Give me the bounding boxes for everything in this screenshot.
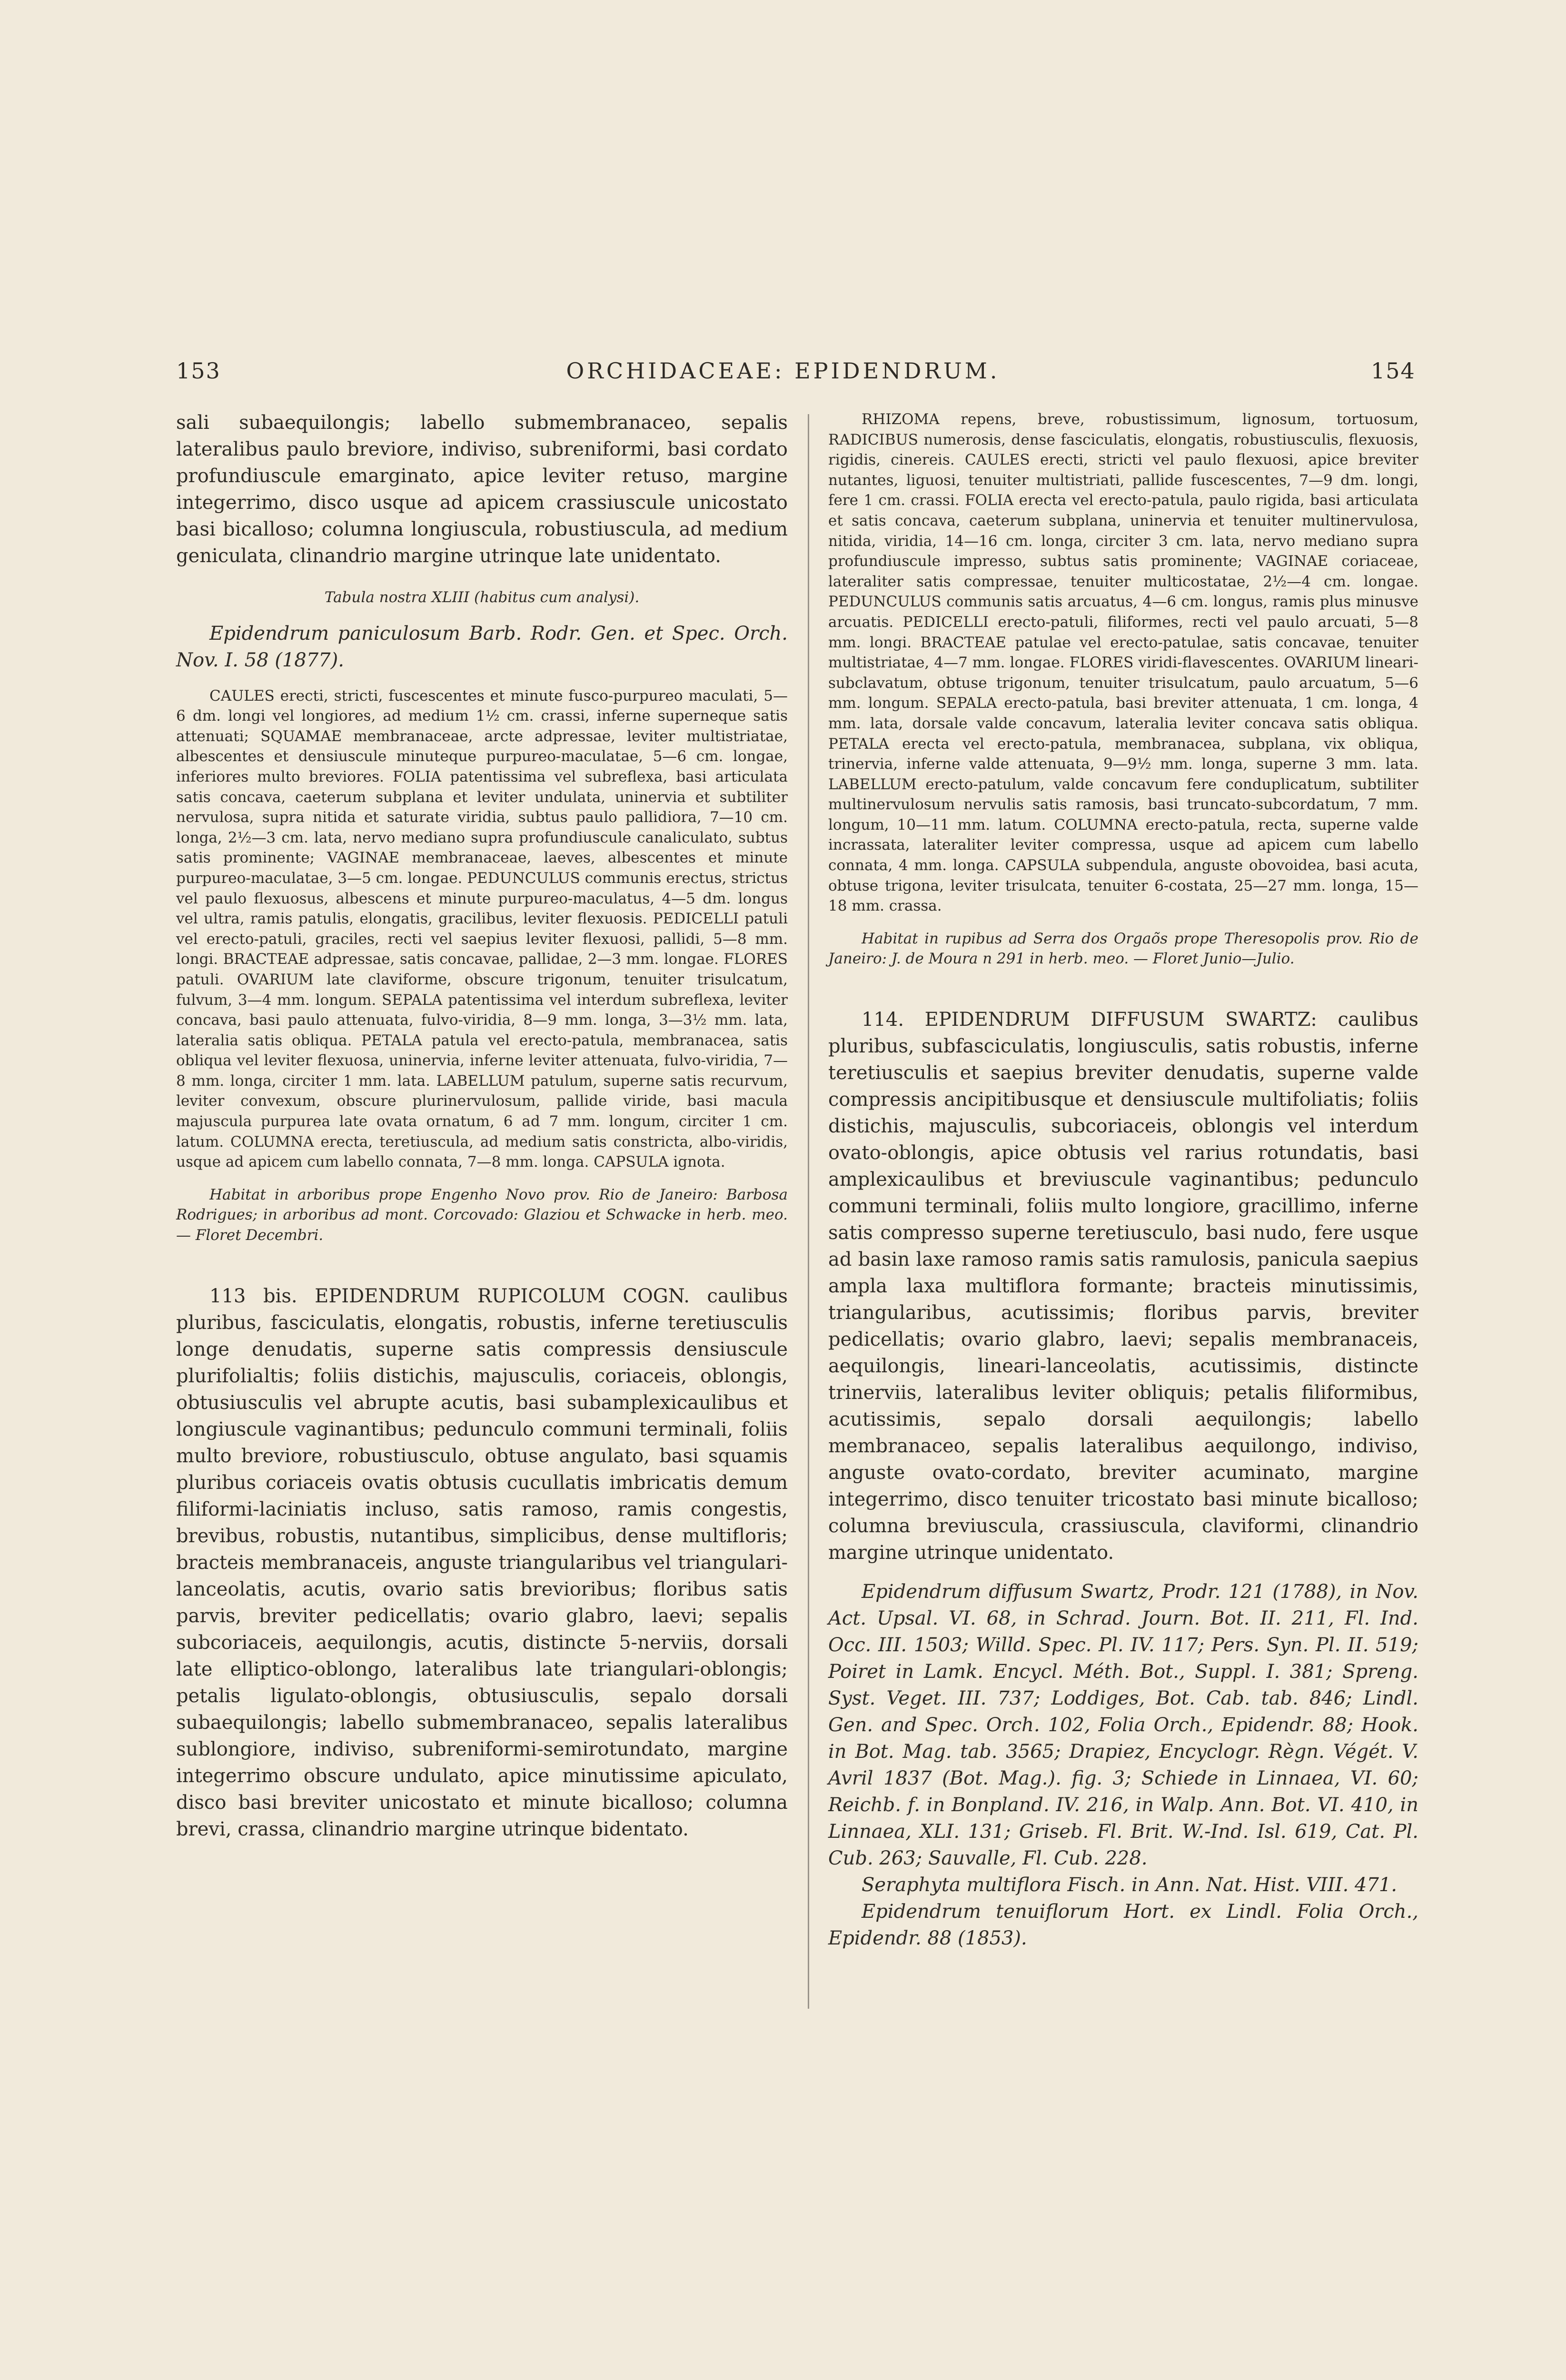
habitat-note: Habitat in arboribus prope Engenho Novo prov. Rio de Janeiro: Barbosa Rodrigues; in arboribus ad mont. Corcovado: Glaziou et Schwacke in herb. meo. — Floret Decembri. bbox=[176, 1186, 788, 1244]
page-number-right: 154 bbox=[1371, 358, 1416, 384]
description-continuation: sali subaequilongis; labello submembranaceo, sepalis lateralibus paulo breviore, indiviso, subreniformi, basi cordato profundiuscule emarginato, apice leviter retuso, margine integerrimo, disco usque ad apicem crassiuscule unicostato basi bicalloso; columna longiuscula, robustiuscula, ad medium geniculata, clinandrio margine utrinque late unidentato. bbox=[176, 412, 788, 567]
plate-reference: Tabula nostra XLIII (habitus cum analysi). bbox=[324, 589, 640, 606]
detailed-description: CAULES erecti, stricti, fuscescentes et minute fusco-purpureo maculati, 5—6 dm. longi vel longiores, ad medium 1½ cm. crassi, inferne superneque satis attenuati; SQUAMAE membranaceae, arcte adpressae, leviter multistriatae, albescentes et densiuscule minuteque purpureo-maculatae, 5—6 cm. longae, inferiores multo breviores. FOLIA patentissima vel subreflexa, basi articulata satis concava, caeterum subplana et leviter undulata, uninervia et subtiliter nervulosa, supra nitida et saturate viridia, subtus paulo pallidiora, 7—10 cm. longa, 2½—3 cm. lata, nervo mediano supra profundiuscule canaliculato, subtus satis prominente; VAGINAE membranaceae, laeves, albescentes et minute purpureo-maculatae, 3—5 cm. longae. PEDUNCULUS communis erectus, strictus vel paulo flexuosus, albescens et minute purpureo-maculatus, 4—5 dm. longus vel ultra, ramis patulis, elongatis, gracilibus, leviter flexuosis. PEDICELLI patuli vel erecto-patuli, graciles, recti vel saepius leviter flexuosi, pallidi, 5—8 mm. longi. BRACTEAE adpressae, satis concavae, pallidae, 2—3 mm. longae. FLORES patuli. OVARIUM late claviforme, obscure trigonum, tenuiter trisulcatum, fulvum, 3—4 mm. longum. SEPALA patentissima vel interdum subreflexa, leviter concava, basi paulo attenuata, fulvo-viridia, 8—9 mm. longa, 3—3½ mm. lata, lateralia satis obliqua. PETALA patula vel erecto-patula, membranacea, satis obliqua vel leviter flexuosa, uninervia, inferne leviter attenuata, fulvo-viridia, 7—8 mm. longa, circiter 1 mm. lata. LABELLUM patulum, superne satis recurvum, leviter convexum, obscure plurinervulosum, pallide viride, basi macula majuscula purpurea late ovata ornatum, 6 ad 7 mm. longum, circiter 1 cm. latum. COLUMNA erecta, teretiuscula, ad medium satis constricta, albo-viridis, usque ad apicem cum labello connata, 7—8 mm. longa. CAPSULA ignota. bbox=[176, 687, 788, 1171]
habitat-note: Habitat in rupibus ad Serra dos Orgaõs prope Theresopolis prov. Rio de Janeiro: J. de Moura n 291 in herb. meo. — Floret Junio—Julio. bbox=[828, 930, 1418, 968]
page-number-left: 153 bbox=[176, 358, 221, 384]
column-divider bbox=[808, 414, 809, 2009]
running-title: ORCHIDACEAE: EPIDENDRUM. bbox=[566, 358, 1000, 384]
right-column bbox=[828, 409, 1418, 1952]
species-113-bis-diagnosis: 113 bis. EPIDENDRUM RUPICOLUM COGN. caulibus pluribus, fasciculatis, elongatis, robustis, inferne teretiusculis longe denudatis, superne satis compressis densiuscule plurifolialtis; foliis distichis, majusculis, coriaceis, oblongis, obtusiusculis vel abrupte acutis, basi subamplexicaulibus et longiuscule vaginantibus; pedunculo communi terminali, foliis multo breviore, robustiusculo, obtuse angulato, basi squamis pluribus coriaceis ovatis obtusis cucullatis imbricatis demum filiformi-laciniatis incluso, satis ramoso, ramis congestis, brevibus, robustis, nutantibus, simplicibus, dense multifloris; bracteis membranaceis, anguste triangularibus vel triangulari-lanceolatis, acutis, ovario satis brevioribus; floribus satis parvis, breviter pedicellatis; ovario glabro, laevi; sepalis subcoriaceis, aequilongis, acutis, distincte 5-nerviis, dorsali late elliptico-oblongo, lateralibus late triangulari-oblongis; petalis ligulato-oblongis, obtusiusculis, sepalo dorsali subaequilongis; labello submembranaceo, sepalis lateralibus sublongiore, indiviso, subreniformi-semirotundato, margine integerrimo obscure undulato, apice minutissime apiculato, disco basi breviter unicostato et minute bicalloso; columna brevi, crassa, clinandrio margine utrinque bidentato. bbox=[176, 1285, 788, 1840]
literature-references: Epidendrum diffusum Swartz, Prodr. 121 (1788), in Nov. Act. Upsal. VI. 68, in Schrad. Journ. Bot. II. 211, Fl. Ind. Occ. III. 1503; Willd. Spec. Pl. IV. 117; Pers. Syn. Pl. II. 519; Poiret in Lamk. Encycl. Méth. Bot., Suppl. I. 381; Spreng. Syst. Veget. III. 737; Loddiges, Bot. Cab. tab. 846; Lindl. Gen. and Spec. Orch. 102, Folia Orch., Epidendr. 88; Hook. in Bot. Mag. tab. 3565; Drapiez, Encyclogr. Règn. Végét. V. Avril 1837 (Bot. Mag.). fig. 3; Schiede in Linnaea, VI. 60; Reichb. f. in Bonpland. IV. 216, in Walp. Ann. Bot. VI. 410, in Linnaea, XLI. 131; Griseb. Fl. Brit. W.-Ind. Isl. 619, Cat. Pl. Cub. 263; Sauvalle, Fl. Cub. 228. bbox=[828, 1581, 1418, 1870]
detailed-description: RHIZOMA repens, breve, robustissimum, lignosum, tortuosum, RADICIBUS numerosis, dense fasciculatis, elongatis, robustiusculis, flexuosis, rigidis, cinereis. CAULES erecti, stricti vel paulo flexuosi, apice breviter nutantes, liguosi, tenuiter multistriati, pallide fuscescentes, 7—9 dm. longi, fere 1 cm. crassi. FOLIA erecta vel erecto-patula, paulo rigida, basi articulata et satis concava, caeterum subplana, uninervia et tenuiter multinervulosa, nitida, viridia, 14—16 cm. longa, circiter 3 cm. lata, nervo mediano supra profundiuscule impresso, subtus satis prominente; VAGINAE coriaceae, lateraliter satis compressae, tenuiter multicostatae, 2½—4 cm. longae. PEDUNCULUS communis satis arcuatus, 4—6 cm. longus, ramis plus minusve arcuatis. PEDICELLI erecto-patuli, filiformes, recti vel paulo arcuati, 5—8 mm. longi. BRACTEAE patulae vel erecto-patulae, satis concavae, tenuiter multistriatae, 4—7 mm. longae. FLORES viridi-flavescentes. OVARIUM lineari-subclavatum, obtuse trigonum, tenuiter trisulcatum, paulo arcuatum, 5—6 mm. longum. SEPALA erecto-patula, basi breviter attenuata, 1 cm. longa, 4 mm. lata, dorsale valde concavum, lateralia leviter concava satis obliqua. PETALA erecta vel erecto-patula, membranacea, subplana, vix obliqua, trinervia, inferne valde attenuata, 9—9½ mm. longa, superne 3 mm. lata. LABELLUM erecto-patulum, valde concavum fere conduplicatum, subtiliter multinervulosum nervulis satis ramosis, basi truncato-subcordatum, 7 mm. longum, 10—11 mm. latum. COLUMNA erecto-patula, recta, superne valde incrassata, lateraliter leviter compressa, usque ad apicem cum labello connata, 4 mm. longa. CAPSULA subpendula, anguste obovoidea, basi acuta, obtuse trigona, leviter trisulcata, tenuiter 6-costata, 25—27 mm. longa, 15—18 mm. crassa. bbox=[828, 411, 1418, 915]
species-114-diagnosis: 114. EPIDENDRUM DIFFUSUM SWARTZ: caulibus pluribus, subfasciculatis, longiusculis, satis robustis, inferne teretiusculis et saepius breviter denudatis, superne valde compressis ancipitibusque et densiuscule multifoliatis; foliis distichis, majusculis, subcoriaceis, oblongis vel interdum ovato-oblongis, apice obtusis vel rarius rotundatis, basi amplexicaulibus et breviuscule vaginantibus; pedunculo communi terminali, foliis multo longiore, gracillimo, inferne satis compresso superne teretiusculo, basi nudo, fere usque ad basin laxe ramoso ramis satis ramulosis, panicula saepius ampla laxa multiflora formante; bracteis minutissimis, triangularibus, acutissimis; floribus parvis, breviter pedicellatis; ovario glabro, laevi; sepalis membranaceis, aequilongis, lineari-lanceolatis, acutissimis, distincte trinerviis, lateralibus leviter obliquis; petalis filiformibus, acutissimis, sepalo dorsali aequilongis; labello membranaceo, sepalis lateralibus aequilongo, indiviso, anguste ovato-cordato, breviter acuminato, margine integerrimo, disco tenuiter tricostato basi minute bicalloso; columna breviuscula, crassiuscula, claviformi, clinandrio margine utrinque unidentato. bbox=[828, 1009, 1418, 1564]
synonym-tenuiflorum: Epidendrum tenuiflorum Hort. ex Lindl. Folia Orch., Epidendr. 88 (1853). bbox=[828, 1901, 1418, 1950]
synonym-seraphyta: Seraphyta multiflora Fisch. in Ann. Nat. Hist. VIII. 471. bbox=[862, 1874, 1398, 1896]
synonym-reference: Epidendrum paniculosum Barb. Rodr. Gen. et Spec. Orch. Nov. I. 58 (1877). bbox=[176, 622, 788, 671]
left-column bbox=[176, 409, 788, 1843]
